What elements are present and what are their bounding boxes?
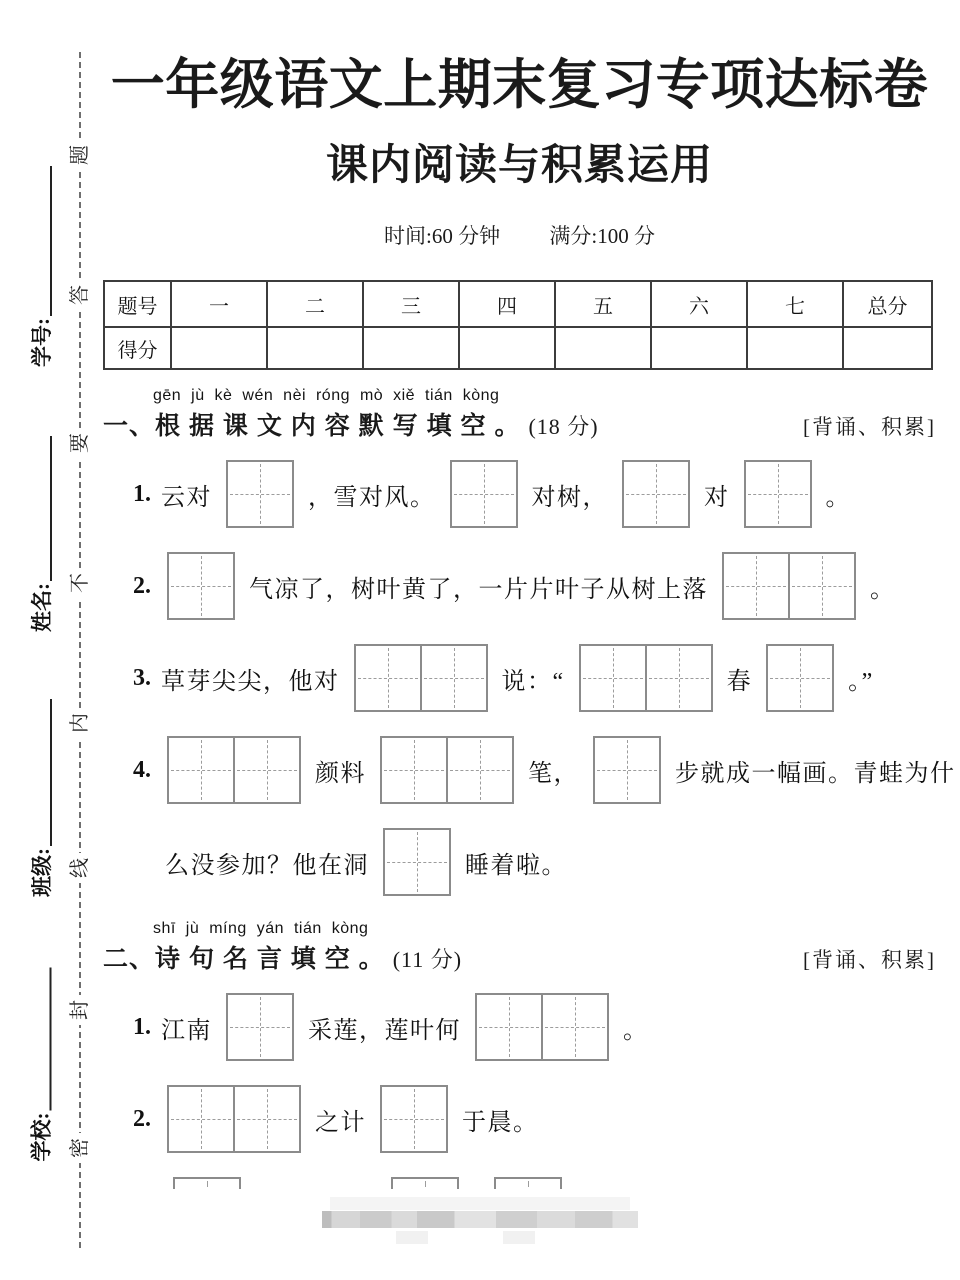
score-cell[interactable] xyxy=(651,327,747,369)
class-label-blank[interactable] xyxy=(50,699,52,846)
student-id-label xyxy=(30,149,56,367)
writing-box[interactable] xyxy=(477,995,541,1059)
writing-box-group xyxy=(167,552,235,620)
score-table-score-row xyxy=(104,327,932,369)
writing-box[interactable] xyxy=(385,830,449,894)
writing-box[interactable] xyxy=(541,995,607,1059)
question-text: 。 xyxy=(623,1017,649,1044)
writing-box[interactable] xyxy=(496,1179,560,1189)
seal-char: 封 xyxy=(65,995,95,1025)
writing-box[interactable] xyxy=(169,554,233,618)
writing-box-group xyxy=(475,993,609,1061)
writing-box[interactable] xyxy=(645,646,711,710)
score-header-cell: 三 xyxy=(363,281,459,327)
student-id-label-blank[interactable] xyxy=(50,166,52,316)
name-label xyxy=(30,420,56,632)
question-row xyxy=(133,1085,936,1153)
section-2-questions xyxy=(103,993,936,1189)
time-info: 时间:60 分钟 xyxy=(384,224,501,249)
writing-box[interactable] xyxy=(768,646,832,710)
score-header-cell: 二 xyxy=(267,281,363,327)
question-text: 。 xyxy=(825,484,851,511)
question-row xyxy=(133,552,936,620)
writing-box-group xyxy=(167,1085,301,1153)
seal-char: 线 xyxy=(65,853,95,883)
writing-box-group xyxy=(722,552,856,620)
writing-box[interactable] xyxy=(169,1087,233,1151)
writing-box[interactable] xyxy=(746,462,810,526)
question-text: 说：“ xyxy=(501,668,565,695)
writing-box-group xyxy=(380,736,514,804)
writing-box[interactable] xyxy=(175,1179,239,1189)
question-text: 采莲，莲叶何 xyxy=(308,1017,461,1044)
writing-box[interactable] xyxy=(595,738,659,802)
score-cell[interactable] xyxy=(747,327,843,369)
writing-box-group xyxy=(494,1177,562,1189)
seal-char: 不 xyxy=(65,568,95,598)
section-2-points: (11 分) xyxy=(392,947,463,973)
question-number: 2. xyxy=(133,1105,151,1132)
section-1-pinyin: gēn jù kè wén nèi róng mò xiě tián kòng xyxy=(153,387,500,405)
writing-box-group xyxy=(766,644,834,712)
score-header-cell: 五 xyxy=(555,281,651,327)
writing-box[interactable] xyxy=(393,1179,457,1189)
score-header-cell: 一 xyxy=(171,281,267,327)
name-label-text: 姓名: xyxy=(30,583,54,632)
question-number: 1. xyxy=(133,480,151,507)
writing-box-group xyxy=(450,460,518,528)
question-text: 笔， xyxy=(528,760,579,787)
score-header-cell: 七 xyxy=(747,281,843,327)
score-cell[interactable] xyxy=(267,327,363,369)
writing-box[interactable] xyxy=(228,995,292,1059)
watermark-smudge xyxy=(396,1231,428,1244)
writing-box[interactable] xyxy=(420,646,486,710)
exam-info-line xyxy=(103,220,936,250)
score-info: 满分:100 分 xyxy=(549,224,655,249)
writing-box-group xyxy=(167,736,301,804)
score-table-header-row xyxy=(104,281,932,327)
section-1-questions xyxy=(103,460,956,896)
question-text: 之计 xyxy=(315,1109,366,1136)
writing-box-group xyxy=(354,644,488,712)
school-label-blank[interactable] xyxy=(50,968,52,1111)
question-text: 颜料 xyxy=(315,760,366,787)
writing-box[interactable] xyxy=(624,462,688,526)
name-label-blank[interactable] xyxy=(50,436,52,581)
seal-char: 要 xyxy=(65,428,95,458)
writing-box-group xyxy=(579,644,713,712)
writing-box-group xyxy=(744,460,812,528)
writing-box-group xyxy=(622,460,690,528)
question-text: 对树， xyxy=(531,484,608,511)
section-2-tag: [背诵、积累] xyxy=(803,948,936,973)
writing-box[interactable] xyxy=(452,462,516,526)
section-2 xyxy=(103,920,936,1189)
question-text: 睡着啦。 xyxy=(465,852,567,879)
writing-box[interactable] xyxy=(169,738,233,802)
writing-box[interactable] xyxy=(228,462,292,526)
writing-box-group xyxy=(226,460,294,528)
score-cell[interactable] xyxy=(843,327,932,369)
question-text: 。 xyxy=(870,576,896,603)
score-header-cell: 六 xyxy=(651,281,747,327)
seal-dashed-line xyxy=(79,52,81,1248)
seal-char: 密 xyxy=(65,1133,95,1163)
writing-box[interactable] xyxy=(233,1087,299,1151)
score-table xyxy=(103,280,933,370)
exam-paper xyxy=(103,55,956,1189)
section-2-pinyin: shī jù míng yán tián kòng xyxy=(153,920,369,938)
score-row-label: 得分 xyxy=(104,327,171,369)
section-2-title xyxy=(103,939,462,975)
score-header-cell: 题号 xyxy=(104,281,171,327)
writing-box[interactable] xyxy=(356,646,420,710)
writing-box[interactable] xyxy=(446,738,512,802)
watermark-smudge xyxy=(503,1231,535,1244)
writing-box-group xyxy=(391,1177,459,1189)
question-row xyxy=(133,460,936,528)
question-text: 春 xyxy=(726,668,753,695)
question-row xyxy=(133,1177,936,1189)
question-text: 对 xyxy=(704,484,730,511)
question-text: 江南 xyxy=(161,1017,212,1044)
question-row xyxy=(133,993,936,1061)
seal-char: 答 xyxy=(65,280,95,310)
question-text: 步就成一幅画。青蛙为什 xyxy=(675,760,956,787)
class-label xyxy=(30,683,56,897)
question-text: ，雪对风。 xyxy=(308,484,436,511)
question-row xyxy=(133,644,936,712)
question-number: 3. xyxy=(133,664,151,691)
question-number: 2. xyxy=(133,572,151,599)
score-cell[interactable] xyxy=(459,327,555,369)
writing-box[interactable] xyxy=(581,646,645,710)
section-1-title-text: 一、根 据 课 文 内 容 默 写 填 空 。 xyxy=(103,412,521,441)
question-number: 1. xyxy=(133,1013,151,1040)
student-id-label-text: 学号: xyxy=(30,318,54,367)
section-1-title xyxy=(103,406,599,442)
section-1 xyxy=(103,387,956,896)
class-label-text: 班级: xyxy=(30,848,54,897)
question-number: 4. xyxy=(133,756,151,783)
question-text: 么没参加？他在洞 xyxy=(165,852,369,879)
question-text: 草芽尖尖，他对 xyxy=(161,668,340,695)
exam-title: 一年级语文上期末复习专项达标卷 xyxy=(110,55,929,115)
writing-box-group xyxy=(173,1177,241,1189)
writing-box[interactable] xyxy=(724,554,788,618)
question-row xyxy=(133,736,956,804)
question-text: 气凉了，树叶黄了，一片片叶子从树上落 xyxy=(249,576,708,603)
school-label-text: 学校: xyxy=(29,1112,54,1162)
writing-box-group xyxy=(380,1085,448,1153)
writing-box[interactable] xyxy=(382,1087,446,1151)
watermark-halo xyxy=(330,1197,630,1210)
section-1-points: (18 分) xyxy=(528,414,599,440)
writing-box[interactable] xyxy=(382,738,446,802)
score-header-cell: 总分 xyxy=(843,281,932,327)
writing-box-group xyxy=(383,828,451,896)
school-label xyxy=(30,955,56,1162)
question-text: 云对 xyxy=(161,484,212,511)
score-cell[interactable] xyxy=(555,327,651,369)
exam-subtitle: 课内阅读与积累运用 xyxy=(325,141,713,189)
question-row xyxy=(161,828,936,896)
section-2-title-text: 二、诗 句 名 言 填 空 。 xyxy=(103,945,385,974)
question-text: 于晨。 xyxy=(462,1109,539,1136)
section-1-tag: [背诵、积累] xyxy=(803,415,936,440)
seal-char: 题 xyxy=(65,140,95,170)
watermark-bar xyxy=(322,1211,638,1228)
writing-box-group xyxy=(226,993,294,1061)
score-cell[interactable] xyxy=(363,327,459,369)
writing-box[interactable] xyxy=(788,554,854,618)
writing-box[interactable] xyxy=(233,738,299,802)
writing-box-group xyxy=(593,736,661,804)
score-cell[interactable] xyxy=(171,327,267,369)
question-text: 。” xyxy=(848,668,874,695)
score-header-cell: 四 xyxy=(459,281,555,327)
seal-char: 内 xyxy=(65,708,95,738)
